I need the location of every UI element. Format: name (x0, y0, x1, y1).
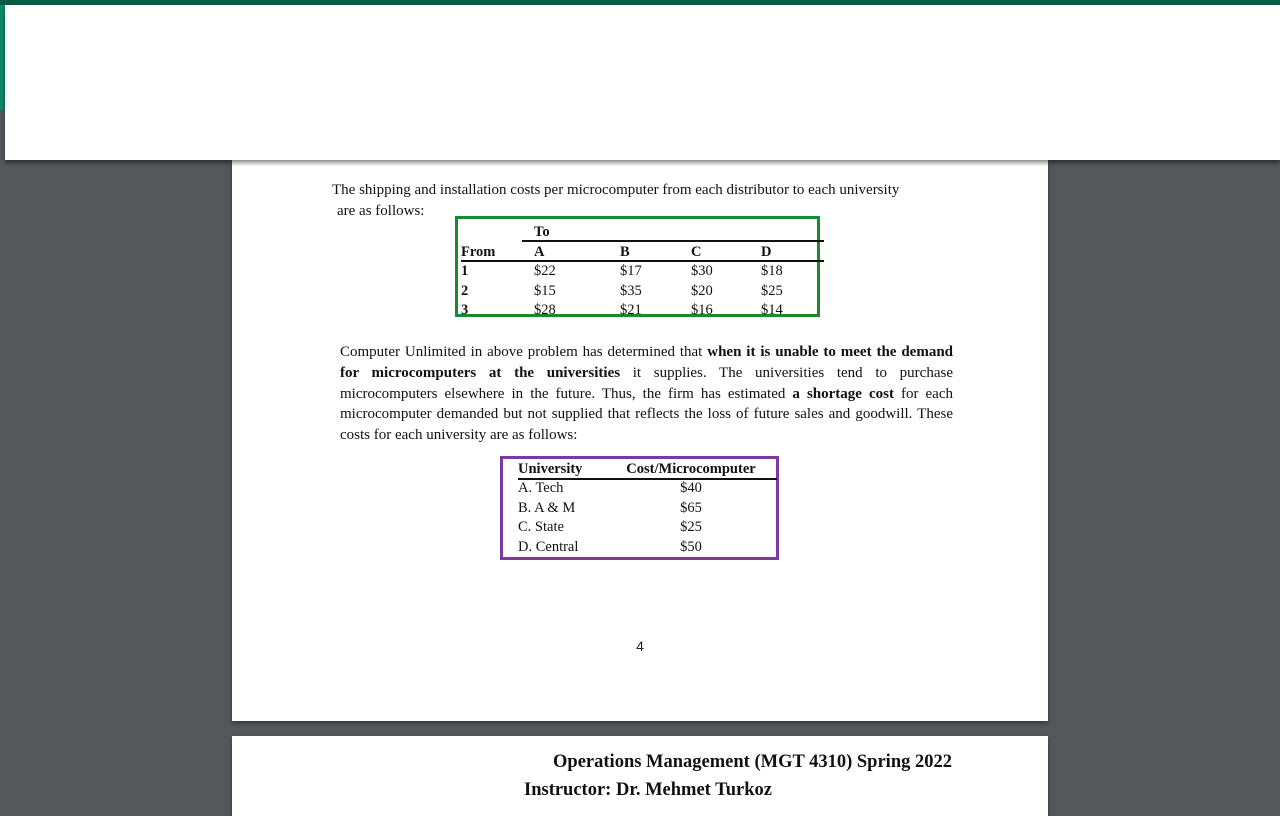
table-row: 1 $22 $17 $30 $18 (461, 263, 783, 279)
document-page-4 (232, 160, 1048, 721)
to-rule (522, 240, 824, 242)
intro-line-2: are as follows: (337, 202, 425, 219)
intro-line-1: The shipping and installation costs per microcomputer from each distributor to each university (332, 182, 900, 198)
table-row: B. A & M $65 (518, 499, 702, 516)
table-row: A. Tech $40 (518, 480, 702, 497)
shortage-cost-table (518, 460, 766, 557)
column-header: A (534, 243, 545, 260)
shortage-header-rule (518, 478, 777, 480)
table-row: 2 $15 $35 $20 $25 (461, 282, 783, 299)
shipping-cost-table (461, 223, 824, 321)
shortage-paragraph: Computer Unlimited in above problem has determined that when it is unable to meet the demand for microcomputers at the universities it supplies. The universities tend to purchase microcomputers elsewhere in the future. Thus, the firm has estimated a shortage cost for each microcomputer demanded but not supplied that reflects the loss of future sales and goodwill. These costs for each university are as follows: (340, 344, 954, 444)
course-heading: Operations Management (MGT 4310) Spring 2022 (553, 752, 952, 772)
column-header: B (620, 243, 630, 260)
instructor-heading: Instructor: Dr. Mehmet Turkoz (524, 780, 773, 800)
cost-header: Cost/Microcomputer (626, 461, 756, 477)
document-page-5 (232, 736, 1048, 816)
table-row: C. State $25 (518, 519, 702, 536)
header-rule (461, 260, 824, 262)
page-number: 4 (636, 638, 644, 654)
university-header: University (518, 461, 583, 477)
table-row: D. Central $50 (518, 538, 702, 555)
from-label: From (461, 243, 496, 260)
to-label: To (534, 224, 550, 240)
table-row: 3 $28 $21 $16 $14 (461, 302, 783, 318)
column-header: C (691, 243, 702, 260)
column-header: D (761, 243, 772, 260)
blank-overlay-panel (5, 5, 1280, 160)
